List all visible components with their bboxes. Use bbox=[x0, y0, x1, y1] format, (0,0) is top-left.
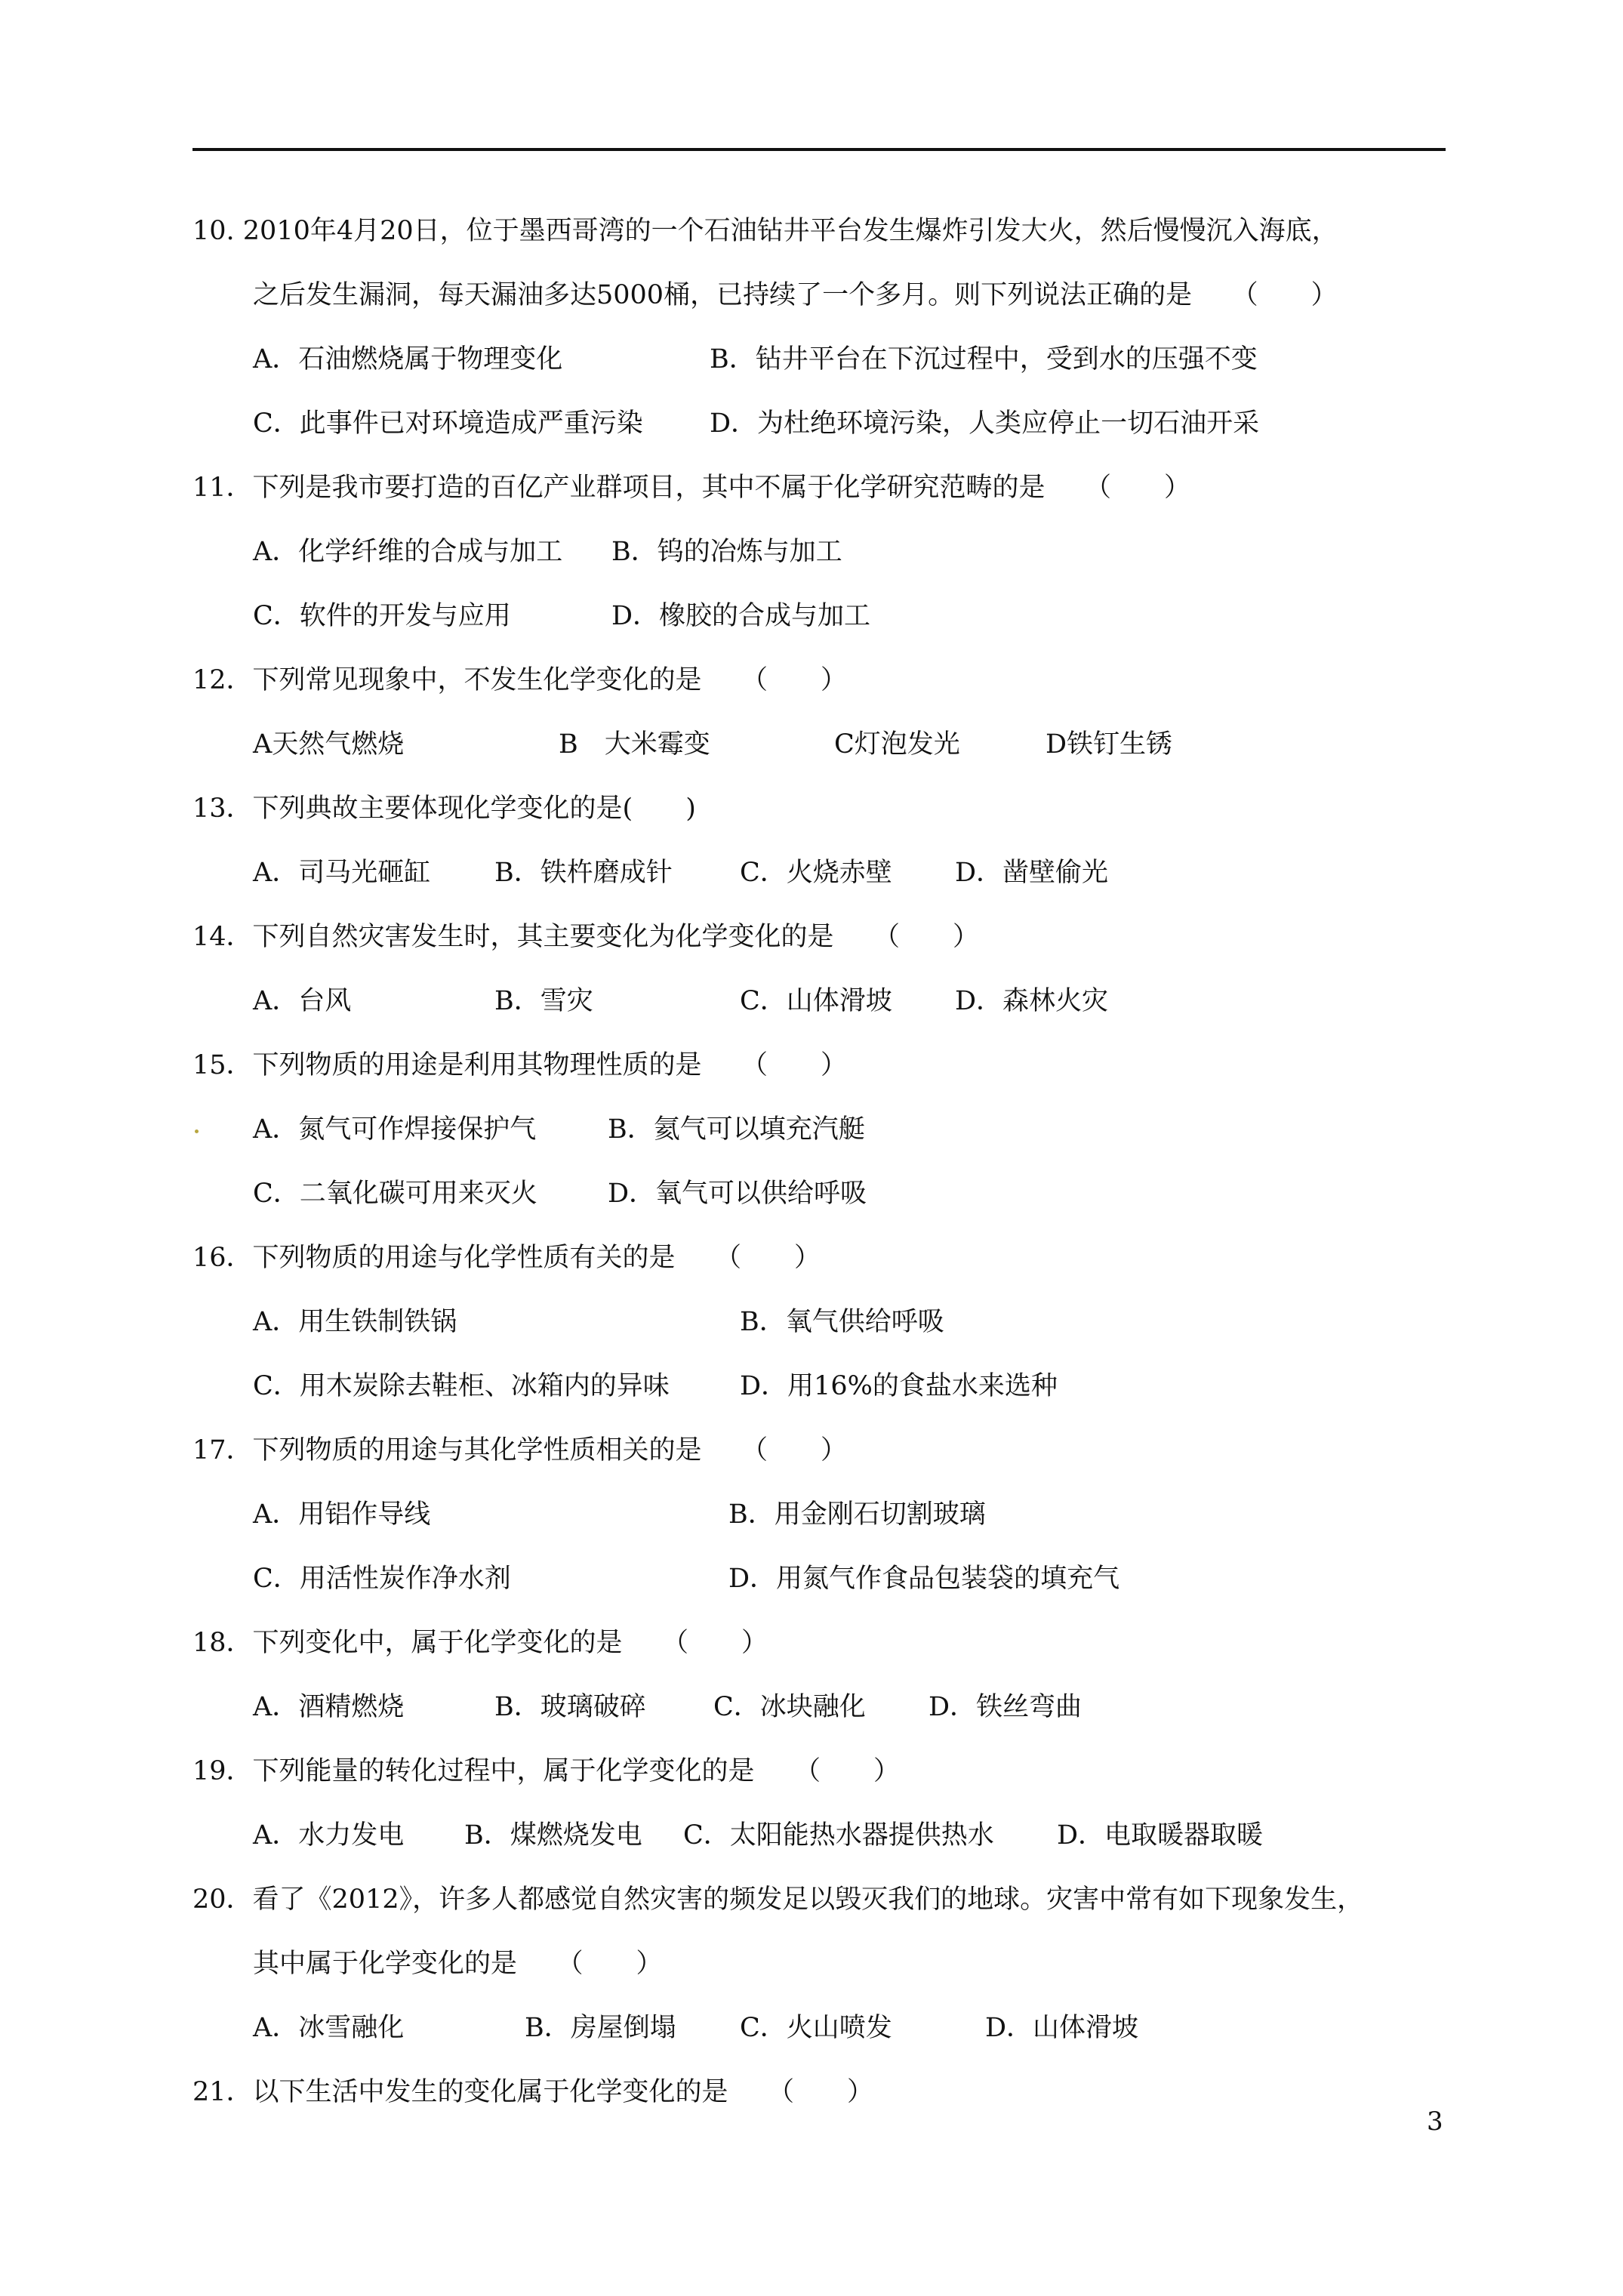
option-d: D．山体滑坡 bbox=[985, 2013, 1139, 2043]
option-a: A．石油燃烧属于物理变化 bbox=[253, 344, 563, 374]
option-c: C．软件的开发与应用 bbox=[253, 601, 511, 631]
question-20-stem-line-1: 20．看了《2012》，许多人都感觉自然灾害的频发足以毁灭我们的地球。灾害中常有如下现象发生， bbox=[192, 1885, 1364, 1915]
option-c: C．此事件已对环境造成严重污染 bbox=[253, 408, 643, 439]
question-19-stem: 19．下列能量的转化过程中，属于化学变化的是 （ ） bbox=[192, 1756, 901, 1786]
option-d: D．凿壁偷光 bbox=[955, 858, 1109, 888]
option-d: D．铁丝弯曲 bbox=[929, 1692, 1083, 1722]
option-a: A．冰雪融化 bbox=[253, 2013, 405, 2043]
question-20-stem-line-2: 其中属于化学变化的是 （ ） bbox=[253, 1949, 663, 1979]
option-b: B．用金刚石切割玻璃 bbox=[728, 1499, 986, 1530]
question-14-stem: 14．下列自然灾害发生时，其主要变化为化学变化的是 （ ） bbox=[192, 922, 980, 952]
option-b: B．氧气供给呼吸 bbox=[740, 1307, 944, 1337]
option-a: A天然气燃烧 bbox=[253, 729, 405, 760]
header-rule bbox=[192, 148, 1446, 151]
option-c: C．用木炭除去鞋柜、冰箱内的异味 bbox=[253, 1371, 670, 1401]
option-b: B．玻璃破碎 bbox=[494, 1692, 646, 1722]
option-c: C．火烧赤壁 bbox=[740, 858, 892, 888]
option-d: D．电取暖器取暖 bbox=[1057, 1820, 1264, 1851]
option-c: C．山体滑坡 bbox=[740, 986, 892, 1016]
option-b: B．铁杵磨成针 bbox=[494, 858, 673, 888]
option-d: D．氧气可以供给呼吸 bbox=[608, 1179, 867, 1209]
option-a: A．化学纤维的合成与加工 bbox=[253, 537, 563, 567]
option-a: A．酒精燃烧 bbox=[253, 1692, 405, 1722]
option-b: B．雪灾 bbox=[494, 986, 593, 1016]
page-number: 3 bbox=[1427, 2106, 1443, 2137]
option-c: C．冰块融化 bbox=[713, 1692, 866, 1722]
option-c: C．太阳能热水器提供热水 bbox=[683, 1820, 994, 1851]
question-15-stem: 15．下列物质的用途是利用其物理性质的是 （ ） bbox=[192, 1050, 848, 1080]
option-b: B．氦气可以填充汽艇 bbox=[608, 1114, 865, 1145]
option-b: B．房屋倒塌 bbox=[525, 2013, 676, 2043]
option-c: C．用活性炭作净水剂 bbox=[253, 1564, 511, 1594]
option-b: B 大米霉变 bbox=[559, 729, 710, 760]
question-10-stem-line-2: 之后发生漏洞，每天漏油多达5000桶，已持续了一个多月。则下列说法正确的是 （ ） bbox=[253, 280, 1338, 310]
option-a: A．用生铁制铁锅 bbox=[253, 1307, 457, 1337]
question-12-stem: 12．下列常见现象中，不发生化学变化的是 （ ） bbox=[192, 665, 848, 695]
option-d: D．用16%的食盐水来选种 bbox=[740, 1371, 1058, 1401]
option-c: C灯泡发光 bbox=[834, 729, 960, 760]
option-d: D．用氮气作食品包装袋的填充气 bbox=[728, 1564, 1120, 1594]
option-d: D．为杜绝环境污染，人类应停止一切石油开采 bbox=[710, 408, 1260, 439]
option-d: D铁钉生锈 bbox=[1046, 729, 1173, 760]
question-11-stem: 11．下列是我市要打造的百亿产业群项目，其中不属于化学研究范畴的是 （ ） bbox=[192, 473, 1191, 503]
option-b: B．煤燃烧发电 bbox=[464, 1820, 642, 1851]
question-10-stem-line-1: 10. 2010年4月20日，位于墨西哥湾的一个石油钻井平台发生爆炸引发大火，然后慢慢沉入海底， bbox=[192, 216, 1338, 246]
option-a: A．水力发电 bbox=[253, 1820, 405, 1851]
question-21-stem: 21．以下生活中发生的变化属于化学变化的是 （ ） bbox=[192, 2077, 874, 2107]
option-c: C．二氧化碳可用来灭火 bbox=[253, 1179, 537, 1209]
option-b: B．钻井平台在下沉过程中，受到水的压强不变 bbox=[710, 344, 1258, 374]
option-d: D．橡胶的合成与加工 bbox=[611, 601, 871, 631]
option-b: B．钨的冶炼与加工 bbox=[611, 537, 842, 567]
question-13-stem: 13．下列典故主要体现化学变化的是( ) bbox=[192, 794, 696, 824]
question-17-stem: 17．下列物质的用途与其化学性质相关的是 （ ） bbox=[192, 1435, 848, 1465]
question-18-stem: 18．下列变化中，属于化学变化的是 （ ） bbox=[192, 1628, 768, 1658]
stray-mark bbox=[195, 1130, 199, 1133]
question-16-stem: 16．下列物质的用途与化学性质有关的是 （ ） bbox=[192, 1243, 821, 1273]
option-a: A．司马光砸缸 bbox=[253, 858, 431, 888]
option-a: A．台风 bbox=[253, 986, 352, 1016]
option-a: A．用铝作导线 bbox=[253, 1499, 431, 1530]
option-a: A．氮气可作焊接保护气 bbox=[253, 1114, 537, 1145]
option-d: D．森林火灾 bbox=[955, 986, 1109, 1016]
option-c: C．火山喷发 bbox=[740, 2013, 892, 2043]
